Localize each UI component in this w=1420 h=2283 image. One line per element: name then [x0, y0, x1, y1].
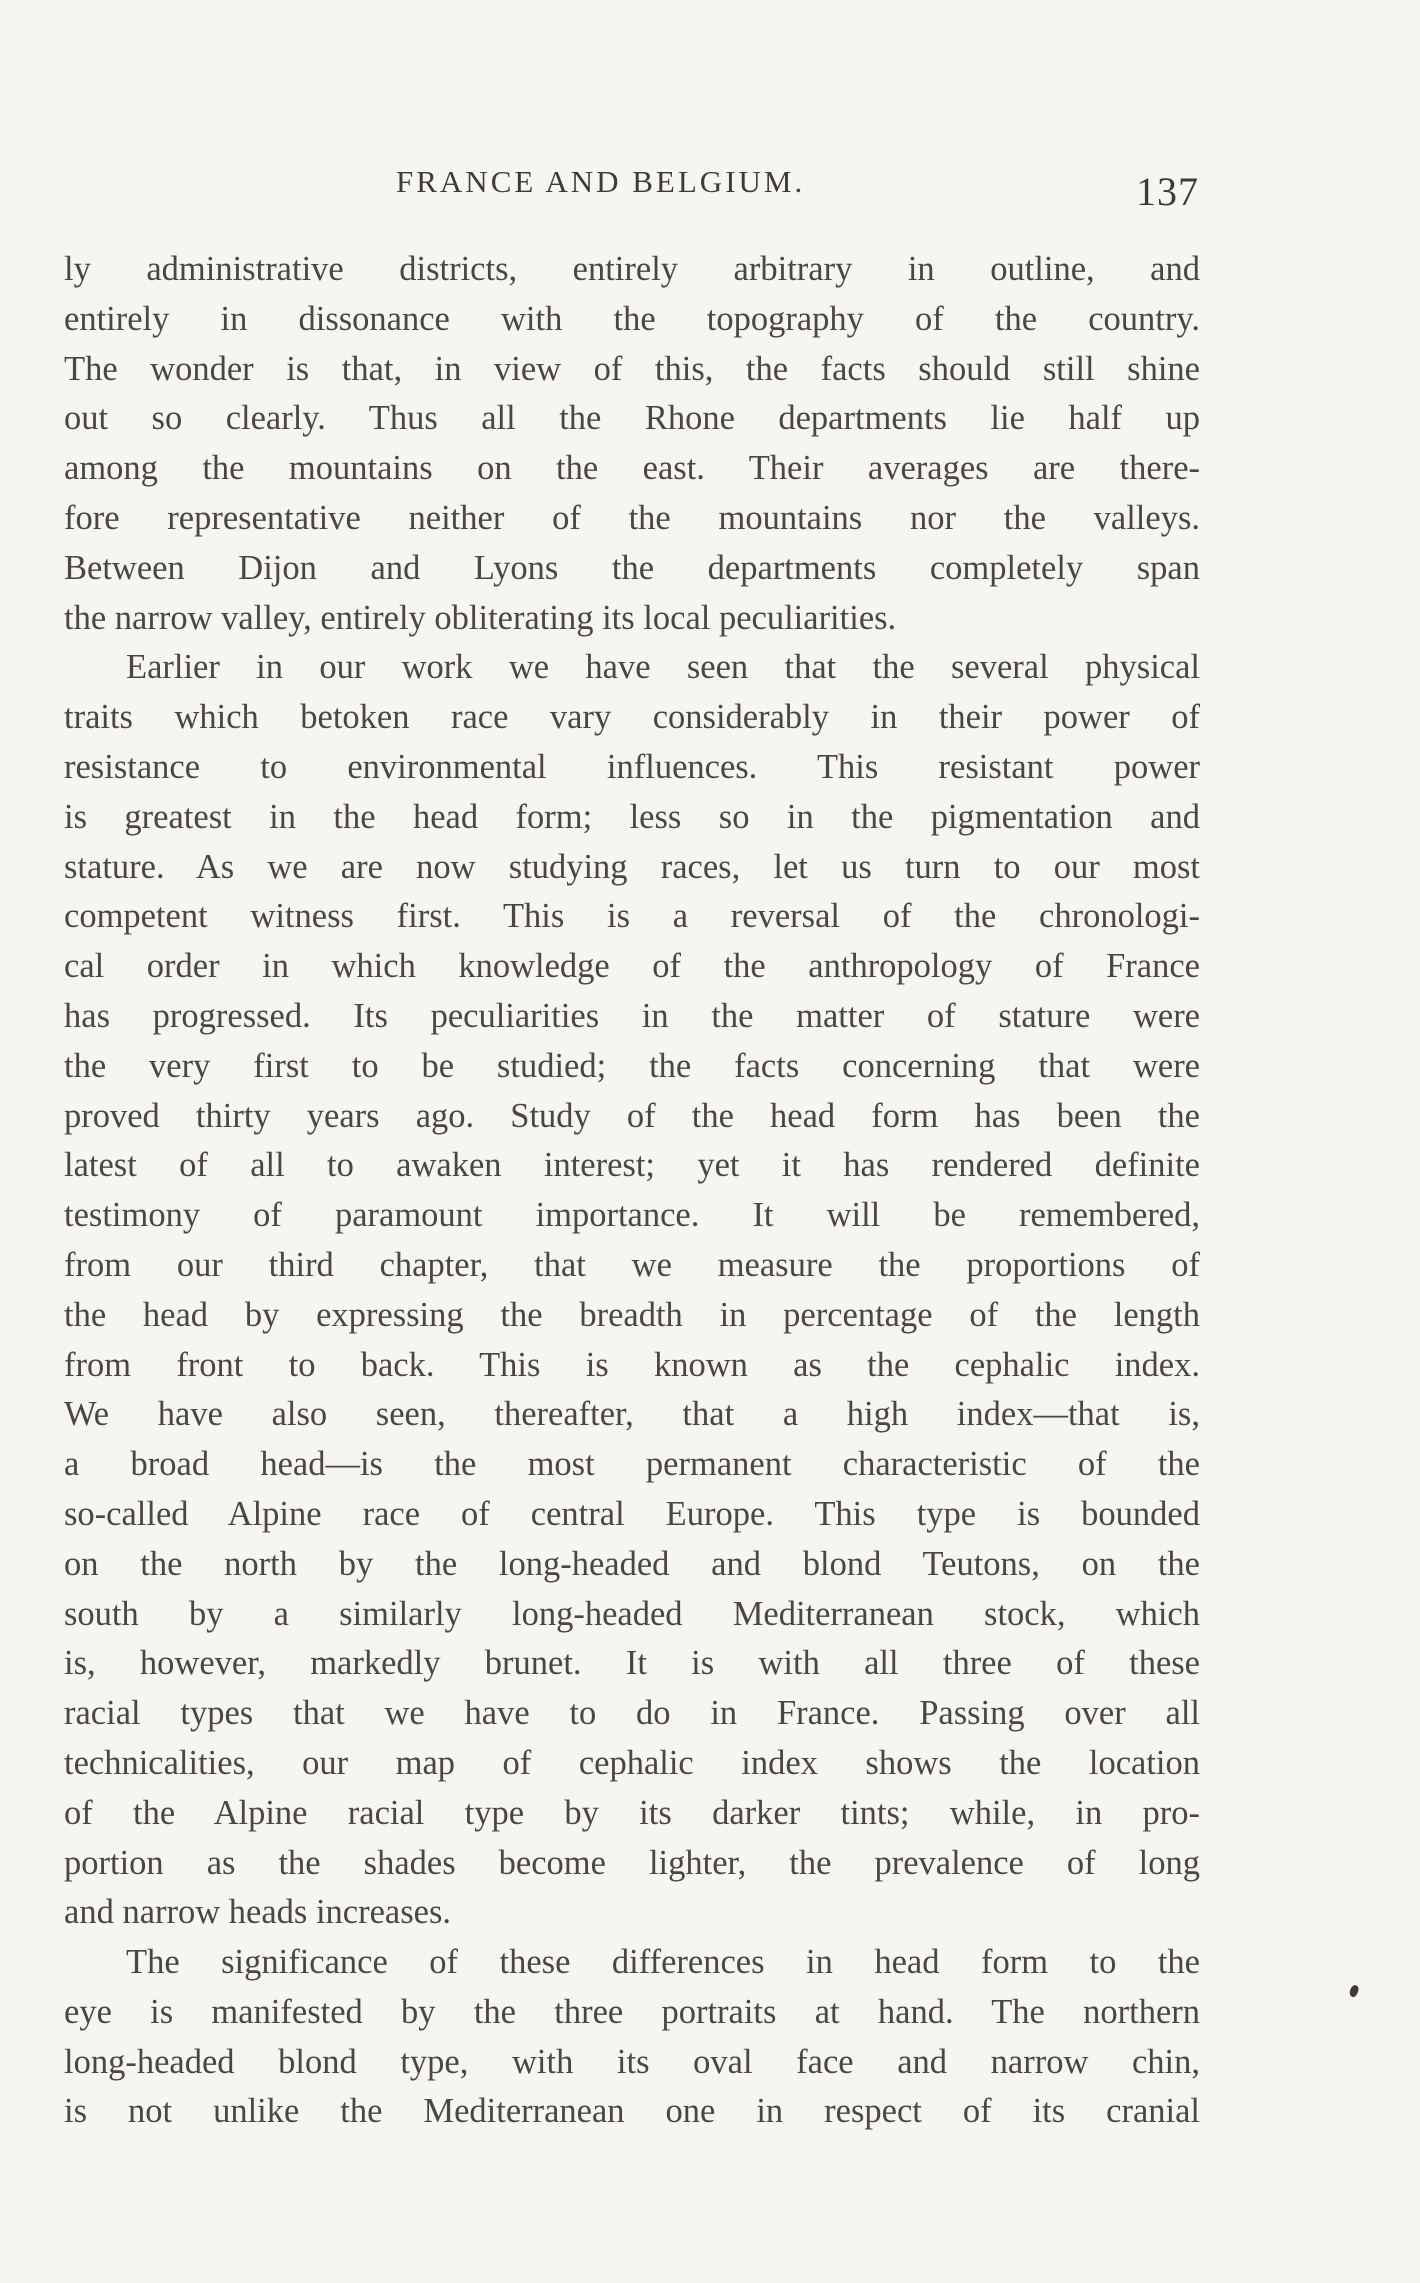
- text-line: racial types that we have to do in France. Passing over all: [64, 1694, 1200, 1733]
- text-line: latest of all to awaken interest; yet it has rendered definite: [64, 1146, 1200, 1185]
- text-line: ly administrative districts, entirely arbitrary in outline, and: [64, 250, 1200, 288]
- text-line: south by a similarly long-headed Mediterranean stock, which: [64, 1594, 1200, 1633]
- text-line: out so clearly. Thus all the Rhone departments lie half up: [64, 399, 1200, 438]
- text-line: of the Alpine racial type by its darker tints; while, in pro-: [64, 1793, 1200, 1832]
- text-line: eye is manifested by the three portraits at hand. The northern: [64, 1992, 1200, 2031]
- ink-speck: [1348, 1984, 1360, 1998]
- text-line: is not unlike the Mediterranean one in respect of its cranial: [64, 2092, 1200, 2131]
- text-line: entirely in dissonance with the topography of the country.: [64, 299, 1200, 338]
- text-line: stature. As we are now studying races, let us turn to our most: [64, 847, 1200, 886]
- page-number: 137: [1136, 169, 1199, 214]
- body-text: [64, 245, 1200, 2137]
- text-line: resistance to environmental influences. This resistant power: [64, 747, 1200, 786]
- text-line: competent witness first. This is a reversal of the chronologi-: [64, 897, 1200, 936]
- text-line: a broad head—is the most permanent characteristic of the: [64, 1445, 1200, 1484]
- text-line: and narrow heads increases.: [64, 1893, 451, 1932]
- text-line: technicalities, our map of cephalic index shows the location: [64, 1743, 1200, 1782]
- text-line: so-called Alpine race of central Europe. This type is bounded: [64, 1494, 1200, 1533]
- text-line: has progressed. Its peculiarities in the matter of stature were: [64, 996, 1200, 1035]
- text-line: We have also seen, thereafter, that a high index—that is,: [64, 1395, 1200, 1434]
- text-line: proved thirty years ago. Study of the head form has been the: [64, 1096, 1200, 1135]
- text-line: from our third chapter, that we measure the proportions of: [64, 1245, 1200, 1284]
- text-line: on the north by the long-headed and blond Teutons, on the: [64, 1544, 1200, 1583]
- text-line: cal order in which knowledge of the anthropology of France: [64, 947, 1200, 986]
- paragraph-first-line: Earlier in our work we have seen that the several physical: [126, 648, 1200, 687]
- text-line: Between Dijon and Lyons the departments completely span: [64, 548, 1200, 587]
- text-line: the very first to be studied; the facts concerning that were: [64, 1046, 1200, 1085]
- text-line: fore representative neither of the mountains nor the valleys.: [64, 498, 1200, 537]
- text-line: testimony of paramount importance. It will be remembered,: [64, 1196, 1200, 1235]
- text-line: portion as the shades become lighter, the prevalence of long: [64, 1843, 1200, 1882]
- running-head: [0, 164, 1420, 214]
- running-title: FRANCE AND BELGIUM.: [396, 164, 806, 199]
- text-line: from front to back. This is known as the cephalic index.: [64, 1345, 1200, 1384]
- text-line: among the mountains on the east. Their averages are there-: [64, 449, 1200, 488]
- text-line: is, however, markedly brunet. It is with all three of these: [64, 1644, 1200, 1683]
- paragraph-first-line: The significance of these differences in head form to the: [126, 1943, 1200, 1982]
- text-line: The wonder is that, in view of this, the facts should still shine: [64, 349, 1200, 388]
- text-line: long-headed blond type, with its oval face and narrow chin,: [64, 2042, 1200, 2081]
- text-line: the head by expressing the breadth in percentage of the length: [64, 1295, 1200, 1334]
- text-line: traits which betoken race vary considerably in their power of: [64, 698, 1200, 737]
- text-line: the narrow valley, entirely obliterating its local peculiarities.: [64, 598, 897, 637]
- text-line: is greatest in the head form; less so in the pigmentation and: [64, 797, 1200, 836]
